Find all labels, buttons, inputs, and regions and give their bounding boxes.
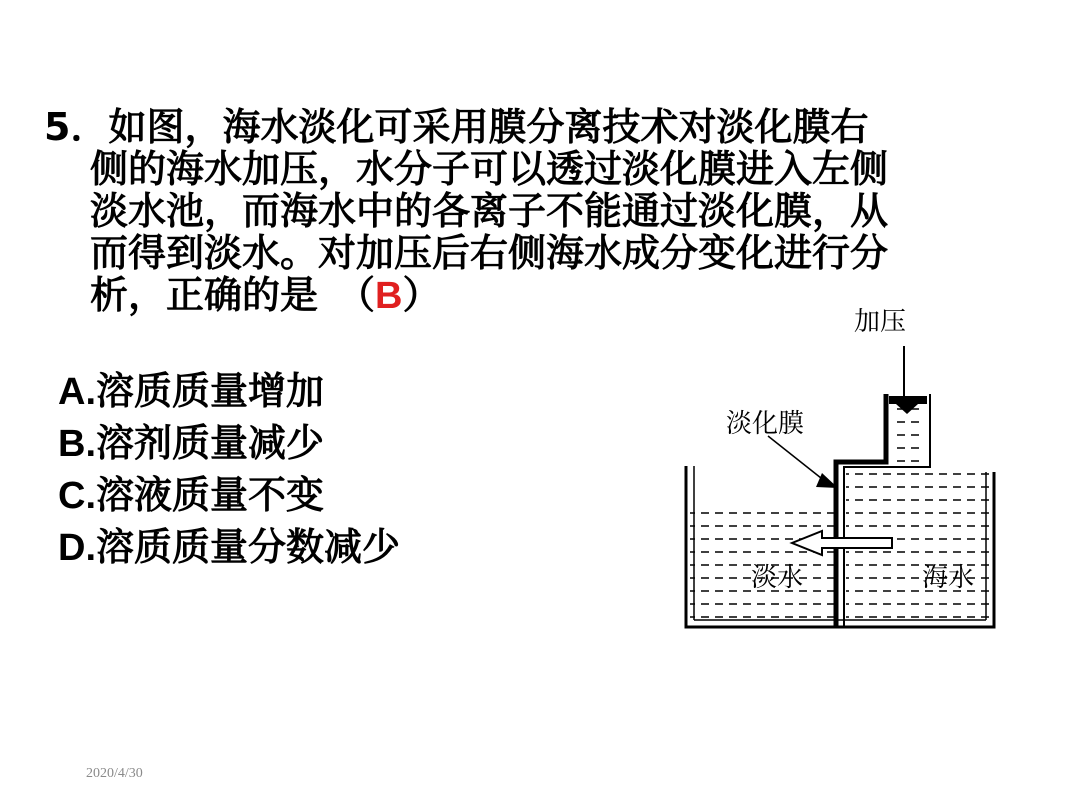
slide-date: 2020/4/30 <box>86 766 143 781</box>
question-line-2: 侧的海水加压，水分子可以透过淡化膜进入左侧 <box>90 147 889 191</box>
membrane-pointer <box>768 436 826 482</box>
option-b-text: 溶剂质量减少 <box>96 421 325 465</box>
options-list <box>58 366 400 574</box>
question-line-4: 而得到淡水。对加压后右侧海水成分变化进行分 <box>90 231 889 275</box>
option-a-text: 溶质质量增加 <box>96 369 325 413</box>
option-a-letter: A. <box>58 371 96 413</box>
piston <box>889 346 927 414</box>
sea-water-label: 海水 <box>922 563 975 593</box>
question-line-3: 淡水池，而海水中的各离子不能通过淡化膜，从 <box>90 189 889 233</box>
option-d[interactable] <box>58 522 400 574</box>
option-c-text: 溶液质量不变 <box>96 473 325 517</box>
desalination-diagram <box>680 300 1010 640</box>
option-d-text: 溶质质量分数减少 <box>96 525 401 569</box>
answer-letter: B <box>375 275 403 317</box>
question-line-1: 5．如图，海水淡化可采用膜分离技术对淡化膜右 <box>44 105 869 149</box>
membrane-label: 淡化膜 <box>726 409 805 439</box>
pressure-label: 加压 <box>854 307 907 337</box>
fresh-water-label: 淡水 <box>751 563 804 593</box>
option-d-letter: D. <box>58 527 96 569</box>
piston-tube-water <box>893 407 923 473</box>
question-close-paren: ） <box>402 273 441 317</box>
question-line-5-text: 析，正确的是 （ <box>90 273 376 317</box>
option-a[interactable] <box>58 366 400 418</box>
option-c-letter: C. <box>58 475 96 517</box>
option-c[interactable] <box>58 470 400 522</box>
question-text <box>44 106 984 317</box>
option-b[interactable] <box>58 418 400 470</box>
option-b-letter: B. <box>58 423 96 465</box>
